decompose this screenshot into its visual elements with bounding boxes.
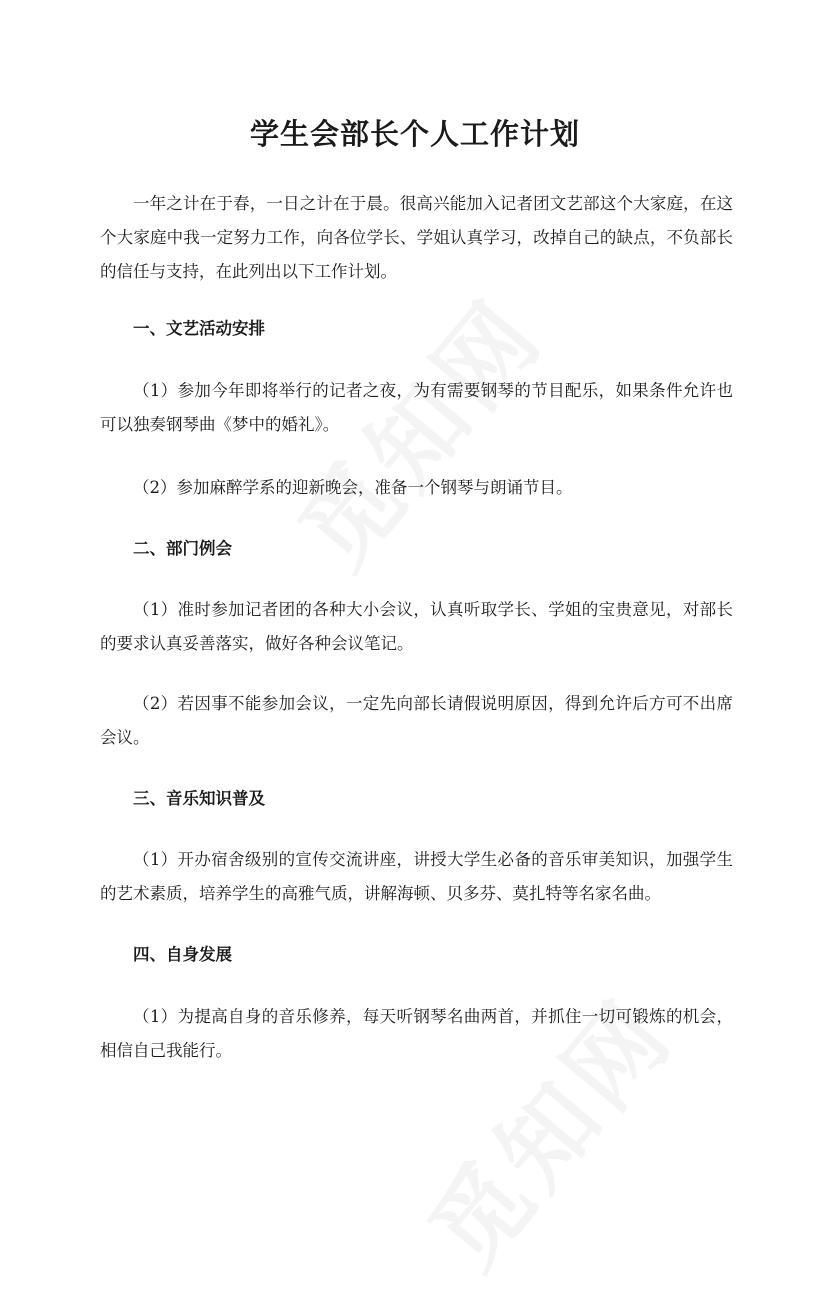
section-heading: 四、自身发展 — [133, 945, 232, 964]
section-item: （1）为提高自身的音乐修养，每天听钢琴名曲两首，并抓住一切可锻炼的机会，相信自己我能行。 — [100, 1007, 733, 1060]
section-item: （2）若因事不能参加会议，一定先向部长请假说明原因，得到允许后方可不出席会议。 — [100, 694, 733, 747]
section-heading: 一、文艺活动安排 — [133, 319, 265, 338]
section-item: （2）参加麻醉学系的迎新晚会，准备一个钢琴与朗诵节目。 — [133, 478, 573, 497]
intro-paragraph: 一年之计在于春，一日之计在于晨。很高兴能加入记者团文艺部这个大家庭，在这个大家庭中我一定努力工作，向各位学长、学姐认真学习，改掉自己的缺点，不负部长的信任与支持，在此列出以下工作计划。 — [100, 194, 733, 281]
section-item: （1）开办宿舍级别的宣传交流讲座，讲授大学生必备的音乐审美知识，加强学生的艺术素质，培养学生的高雅气质，讲解海顿、贝多芬、莫扎特等名家名曲。 — [100, 850, 733, 903]
section-heading: 三、音乐知识普及 — [133, 789, 265, 808]
section-item: （1）参加今年即将举行的记者之夜，为有需要钢琴的节目配乐，如果条件允许也可以独奏钢琴曲《梦中的婚礼》。 — [100, 381, 733, 434]
section-item: （1）准时参加记者团的各种大小会议，认真听取学长、学姐的宝贵意见，对部长的要求认真妥善落实，做好各种会议笔记。 — [100, 600, 733, 653]
section-heading: 二、部门例会 — [133, 539, 232, 558]
document-title: 学生会部长个人工作计划 — [249, 117, 580, 151]
